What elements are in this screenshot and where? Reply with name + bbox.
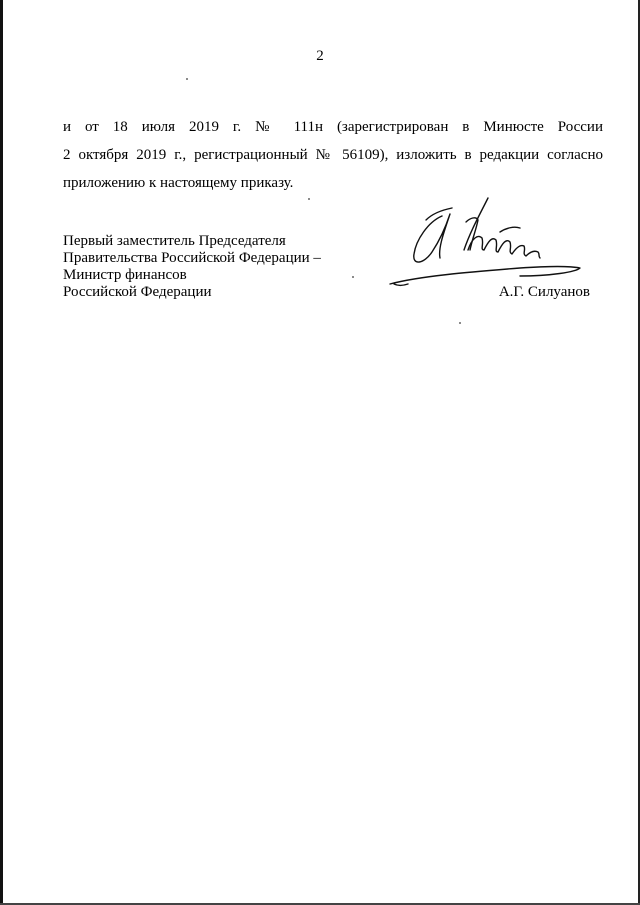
scan-edge-left (0, 0, 3, 905)
signatory-title-line-2: Правительства Российской Федерации – (63, 250, 321, 266)
signatory-title-line-4: Российской Федерации (63, 284, 212, 300)
signatory-title (63, 233, 321, 301)
scan-speck (308, 198, 310, 200)
body-paragraph (63, 113, 603, 197)
signatory-title-line-1: Первый заместитель Председателя (63, 233, 286, 249)
signatory-name: А.Г. Силуанов (498, 284, 590, 300)
signatory-title-line-3: Министр финансов (63, 267, 187, 283)
body-line-2: 2 октября 2019 г., регистрационный № 56109), изложить в редакции согласно (63, 147, 603, 163)
body-line-1: и от 18 июля 2019 г. № 111н (зарегистрирован в Минюсте России (63, 119, 603, 135)
scan-speck (352, 276, 354, 278)
scan-speck (186, 78, 188, 80)
scan-speck (459, 322, 461, 324)
page-number: 2 (316, 48, 324, 64)
body-line-3: приложению к настоящему приказу. (63, 175, 294, 191)
handwritten-signature (380, 192, 590, 292)
